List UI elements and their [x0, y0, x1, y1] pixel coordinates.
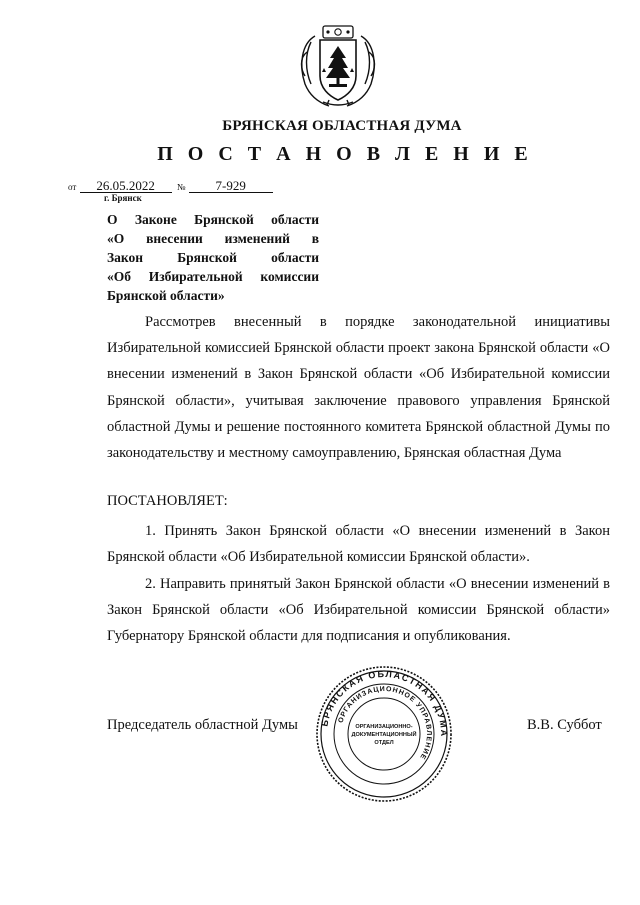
item-2-block — [107, 571, 610, 650]
signer-position: Председатель областной Думы — [107, 717, 298, 733]
signer-name: В.В. Суббот — [527, 717, 602, 733]
decree-item-2: 2. Направить принятый Закон Брянской области «О внесении изменений в Закон Брянской области «Об Избирательной комиссии Брянской области» Губернатору Брянской области для подписания и опубликования. — [107, 576, 610, 645]
decree-item-1: 1. Принять Закон Брянской области «О внесении изменений в Закон Брянской области «Об Избирательной комиссии Брянской области». — [107, 523, 610, 566]
document-date: 26.05.2022 — [80, 179, 172, 193]
seal-outer-text: БРЯНСКАЯ ОБЛАСТНАЯ ДУМА — [319, 668, 450, 738]
official-seal-icon — [314, 664, 454, 804]
document-city: г. Брянск — [104, 193, 142, 203]
subject-line: «О внесении изменений в — [107, 231, 319, 246]
subject-line: «Об Избирательной комиссии — [107, 269, 319, 284]
date-prefix: от — [68, 182, 77, 192]
document-meta — [68, 178, 273, 194]
document-type-title: П О С Т А Н О В Л Е Н И Е — [157, 143, 533, 165]
seal-center-line: ДОКУМЕНТАЦИОННЫЙ — [351, 732, 417, 738]
subject-line: О Законе Брянской области — [107, 212, 319, 227]
preamble-paragraph: Рассмотрев внесенный в порядке законодательной инициативы Избирательной комиссией Брянской области проект закона Брянской области «О внесении изменений в Закон Брянской области «Об Избирательной комиссии Брянской области», учитывая заключение правового управления Брянской областной Думы и решение постоянного комитета Брянской областной Думы по законодательству и местному самоуправлению, Брянская областная Дума — [107, 314, 610, 462]
document-number: 7-929 — [189, 179, 273, 193]
number-prefix: № — [176, 182, 186, 192]
organization-name: БРЯНСКАЯ ОБЛАСТНАЯ ДУМА — [222, 118, 462, 134]
subject-line: Брянской области» — [107, 288, 225, 303]
decree-heading: ПОСТАНОВЛЯЕТ: — [107, 493, 228, 509]
document-subject — [107, 210, 319, 305]
coat-of-arms-icon — [293, 18, 383, 110]
seal-inner-text: ОРГАНИЗАЦИОННОЕ УПРАВЛЕНИЕ — [337, 685, 433, 761]
seal-center-line: ОРГАНИЗАЦИОННО- — [355, 724, 413, 730]
seal-center-line: ОТДЕЛ — [374, 740, 394, 746]
subject-line: Закон Брянской области — [107, 250, 319, 265]
preamble-block — [107, 309, 610, 466]
item-1-block — [107, 518, 610, 570]
